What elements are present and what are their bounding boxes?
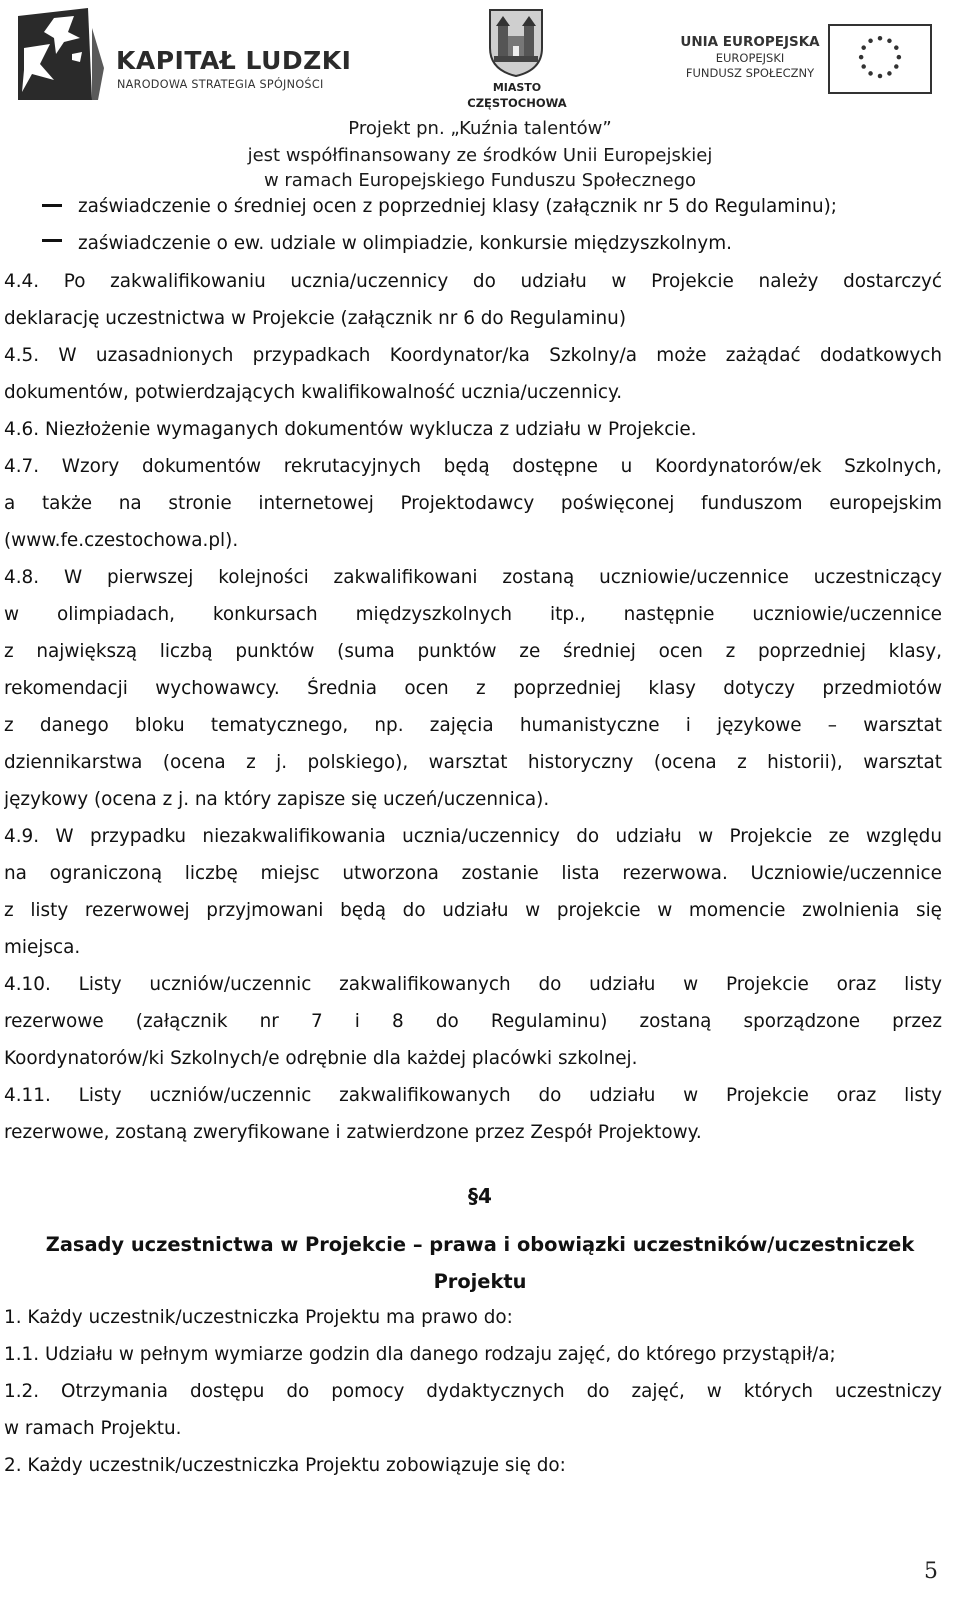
- city-label-line2: CZĘSTOCHOWA: [467, 96, 567, 110]
- text-line: 1.2. Otrzymania dostępu do pomocy dydaktycznych do zajęć, w których uczestniczy: [4, 1381, 942, 1402]
- text-line: rezerwowe, zostaną zweryfikowane i zatwierdzone przez Zespół Projektowy.: [4, 1122, 702, 1143]
- eu-label-line1: UNIA EUROPEJSKA: [680, 34, 820, 50]
- bullet-item: zaświadczenie o ew. udziale w olimpiadzie, konkursie międzyszkolnym.: [78, 233, 732, 254]
- kapital-ludzki-title: KAPITAŁ LUDZKI: [116, 46, 352, 75]
- czestochowa-logo: [462, 8, 572, 112]
- text-line: rezerwowe (załącznik nr 7 i 8 do Regulaminu) zostaną sporządzone przez: [4, 1011, 942, 1032]
- project-line-3: w ramach Europejskiego Funduszu Społecznego: [263, 170, 697, 191]
- text-line: deklarację uczestnictwa w Projekcie (załącznik nr 6 do Regulaminu): [4, 308, 627, 329]
- section-number: §4: [468, 1184, 492, 1208]
- text-line: 4.8. W pierwszej kolejności zakwalifikowani zostaną uczniowie/uczennice uczestniczący: [4, 567, 942, 588]
- page-number: 5: [924, 1559, 938, 1584]
- text-line: w olimpiadach, konkursach międzyszkolnych itp., następnie uczniowie/uczennice: [4, 604, 942, 625]
- text-line: dokumentów, potwierdzających kwalifikowalność ucznia/uczennicy.: [4, 382, 623, 403]
- kapital-ludzki-subtitle: NARODOWA STRATEGIA SPÓJNOŚCI: [117, 78, 324, 91]
- text-line: językowy (ocena z j. na który zapisze się uczeń/uczennica).: [4, 789, 550, 810]
- text-line: w ramach Projektu.: [4, 1418, 182, 1439]
- text-line: rekomendacji wychowawcy. Średnia ocen z poprzedniej klasy dotyczy przedmiotów: [4, 678, 942, 699]
- text-line: 4.9. W przypadku niezakwalifikowania ucznia/uczennicy do udziału w Projekcie ze względu: [4, 826, 942, 847]
- kapital-ludzki-logo: [18, 8, 358, 100]
- text-line: 4.5. W uzasadnionych przypadkach Koordynator/ka Szkolny/a może zażądać dodatkowych: [4, 345, 942, 366]
- text-line: z danego bloku tematycznego, np. zajęcia humanistyczne i językowe – warsztat: [4, 715, 942, 736]
- eu-logo: [676, 24, 946, 94]
- kapital-ludzki-emblem-icon: [18, 8, 106, 100]
- bullet-item: zaświadczenie o średniej ocen z poprzedniej klasy (załącznik nr 5 do Regulaminu);: [78, 196, 837, 217]
- bullet-dash: [42, 204, 62, 207]
- text-line: 2. Każdy uczestnik/uczestniczka Projektu zobowiązuje się do:: [4, 1455, 566, 1476]
- text-line: 1. Każdy uczestnik/uczestniczka Projektu ma prawo do:: [4, 1307, 513, 1328]
- eu-flag-icon: [828, 24, 932, 94]
- section-title: Zasady uczestnictwa w Projekcie – prawa i obowiązki uczestników/uczestniczek: [45, 1233, 915, 1256]
- text-line: 4.11. Listy uczniów/uczennic zakwalifikowanych do udziału w Projekcie oraz listy: [4, 1085, 942, 1106]
- text-line: 4.7. Wzory dokumentów rekrutacyjnych będą dostępne u Koordynatorów/ek Szkolnych,: [4, 456, 942, 477]
- text-line: a także na stronie internetowej Projektodawcy poświęconej funduszom europejskim: [4, 493, 942, 514]
- eu-label-line3: FUNDUSZ SPOŁECZNY: [685, 66, 815, 80]
- text-line: 4.6. Niezłożenie wymaganych dokumentów wyklucza z udziału w Projekcie.: [4, 419, 697, 440]
- text-line: z największą liczbą punktów (suma punktów ze średniej ocen z poprzedniej klasy,: [4, 641, 942, 662]
- text-line: miejsca.: [4, 937, 81, 958]
- city-label-line1: MIASTO: [492, 81, 542, 94]
- text-line: 4.10. Listy uczniów/uczennic zakwalifikowanych do udziału w Projekcie oraz listy: [4, 974, 942, 995]
- city-crest-icon: [488, 8, 544, 78]
- text-line: 1.1. Udziału w pełnym wymiarze godzin dla danego rodzaju zajęć, do którego przystąpił/a;: [4, 1344, 836, 1365]
- eu-text-block: [676, 34, 824, 81]
- text-line: Koordynatorów/ki Szkolnych/e odrębnie dla każdej placówki szkolnej.: [4, 1048, 638, 1069]
- text-line: (www.fe.czestochowa.pl).: [4, 530, 239, 551]
- project-line-2: jest współfinansowany ze środków Unii Europejskiej: [247, 145, 713, 166]
- text-line: dziennikarstwa (ocena z j. polskiego), warsztat historyczny (ocena z historii), warsztat: [4, 752, 942, 773]
- text-line: na ograniczoną liczbę miejsc utworzona zostanie lista rezerwowa. Uczniowie/uczennice: [4, 863, 942, 884]
- bullet-dash: [42, 239, 62, 242]
- project-line-1: Projekt pn. „Kuźnia talentów”: [348, 118, 612, 139]
- text-line: 4.4. Po zakwalifikowaniu ucznia/uczennicy do udziału w Projekcie należy dostarczyć: [4, 271, 942, 292]
- eu-label-line2: EUROPEJSKI: [715, 51, 785, 65]
- text-line: z listy rezerwowej przyjmowani będą do udziału w projekcie w momencie zwolnienia się: [4, 900, 942, 921]
- section-title-continued: Projektu: [433, 1270, 527, 1293]
